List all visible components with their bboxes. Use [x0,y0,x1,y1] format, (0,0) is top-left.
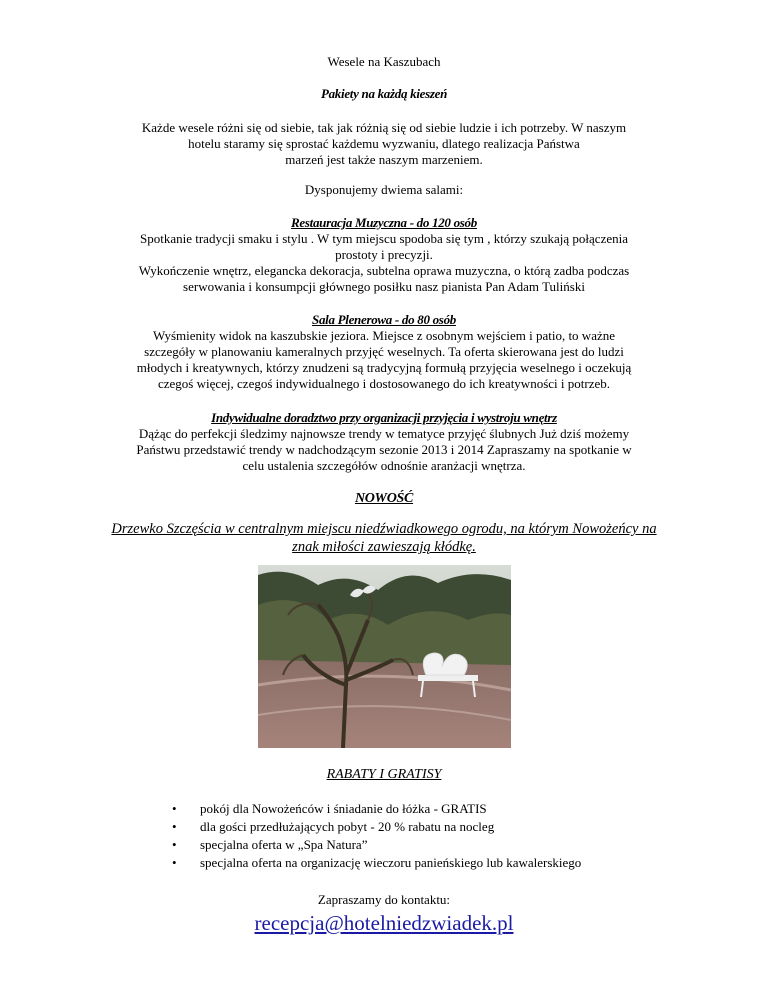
list-item [172,800,581,818]
plenary-section [0,312,768,392]
advice-section [0,410,768,474]
document-title: Wesele na Kaszubach [327,54,441,69]
news-line: Drzewko Szczęścia w centralnym miejscu niedźwiadkowego ogrodu, na którym Nowożeńcy na [111,521,657,537]
discount-item: pokój dla Nowożeńców i śniadanie do łóżka - GRATIS [200,801,487,816]
plenary-heading: Sala Plenerowa - do 80 osób [312,312,456,327]
discount-item: specjalna oferta na organizację wieczoru panieńskiego lub kawalerskiego [200,855,582,870]
advice-line: Państwu przedstawić trendy w nadchodzącym sezonie 2013 i 2014 Zapraszamy na spotkanie w [136,442,632,457]
plenary-line: szczegóły w planowaniu kameralnych przyjęć weselnych. Ta oferta skierowana jest do ludzi [144,344,624,359]
intro-line: Każde wesele różni się od siebie, tak jak różnią się od siebie ludzie i ich potrzeby. W naszym [141,120,627,135]
restaurant-line: serwowania i konsumpcji głównego posiłku nasz pianista Pan Adam Tuliński [183,279,585,294]
restaurant-line: Wykończenie wnętrz, elegancka dekoracja, subtelna oprawa muzyczna, o którą zadba podczas [138,263,630,278]
list-item [172,818,581,836]
advice-line: Dążąc do perfekcji śledzimy najnowsze trendy w tematyce przyjęć ślubnych Już dziś możemy [138,426,630,441]
intro-line: marzeń jest także naszym marzeniem. [285,152,483,167]
happiness-tree-photo [258,565,511,748]
bullet-icon: • [172,855,177,870]
bullet-icon: • [172,819,177,834]
news-heading: NOWOŚĆ [354,491,414,506]
contact-email-wrap [0,910,768,939]
plenary-line: czegoś więcej, czegoś indywidualnego i dostosowanego do ich kreatywności i potrzeb. [158,376,610,391]
list-item [172,836,581,854]
restaurant-line: Spotkanie tradycji smaku i stylu . W tym miejscu spodoba się tym , którzy szukają połączenia [139,231,628,246]
restaurant-heading: Restauracja Muzyczna - do 120 osób [291,215,477,230]
subtitle-wrap [0,86,768,102]
bullet-icon: • [172,801,177,816]
news-heading-wrap [0,490,768,507]
news-line: znak miłości zawieszają kłódkę. [292,539,476,555]
discounts-list [172,800,581,872]
advice-heading: Indywidualne doradztwo przy organizacji przyjęcia i wystroju wnętrz [211,410,557,425]
restaurant-line: prostoty i precyzji. [335,247,433,262]
restaurant-section [0,215,768,295]
contact-label: Zapraszamy do kontaktu: [317,892,451,907]
plenary-line: młodych i kreatywnych, którzy znudzeni są tradycyjną formułą przyjęcia weselnego i oczekują [136,360,632,375]
plenary-line: Wyśmienity widok na kaszubskie jeziora. Miejsce z osobnym wejściem i patio, to ważne [152,328,616,343]
news-paragraph [0,520,768,556]
advice-line: celu ustalenia szczegółów odnośnie aranżacji wnętrza. [242,458,526,473]
bullet-icon: • [172,837,177,852]
document-subtitle: Pakiety na każdą kieszeń [320,86,448,101]
intro-paragraph [0,120,768,168]
intro-line: hotelu staramy się sprostać każdemu wyzwaniu, dlatego realizacja Państwa [188,136,580,151]
list-item [172,854,581,872]
discounts-heading: RABATY I GRATISY [326,767,442,782]
discount-item: dla gości przedłużających pobyt - 20 % rabatu na nocleg [200,819,495,834]
discount-item: specjalna oferta w „Spa Natura” [200,837,368,852]
halls-intro: Dysponujemy dwiema salami: [304,182,464,197]
contact-email-link[interactable]: recepcja@hotelniedzwiadek.pl [254,911,514,935]
